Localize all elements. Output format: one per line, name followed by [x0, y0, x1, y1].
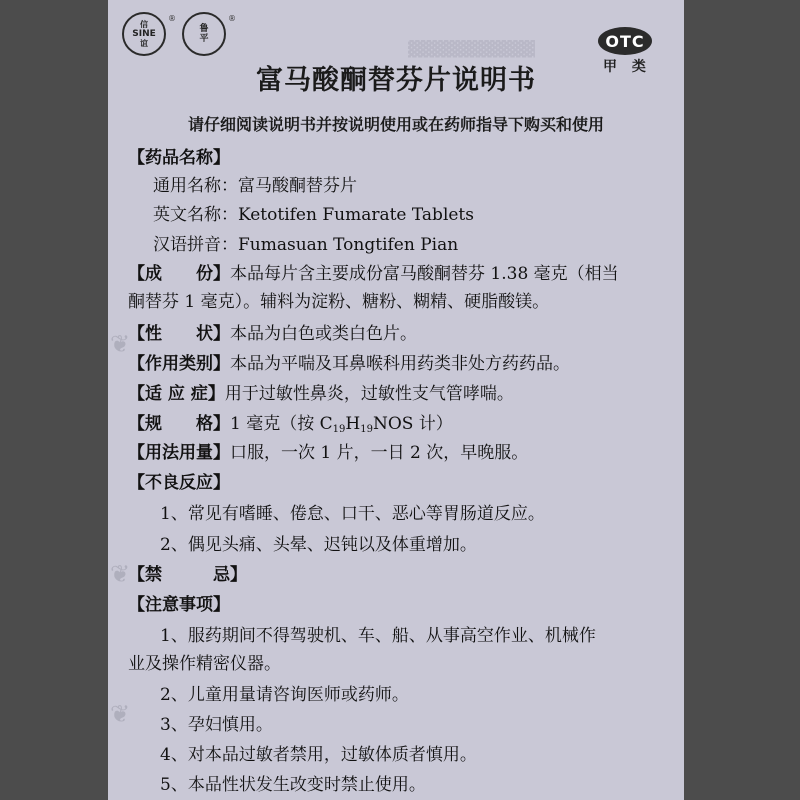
pinyin-line: 汉语拼音：Fumasuan Tongtifen Pian — [153, 235, 459, 255]
generic-name-line: 通用名称：富马酸酮替芬片 — [153, 176, 357, 196]
precaution-item: 1、服药期间不得驾驶机、车、船、从事高空作业、机械作 — [160, 626, 596, 646]
section-heading-adverse — [128, 471, 666, 495]
heading-text: 【性 状】 — [128, 324, 230, 344]
heading-text: 【规 格】 — [128, 414, 230, 434]
dosage-text: 口服，一次 1 片，一日 2 次，早晚服。 — [230, 443, 529, 463]
precaution-item-continued: 业及操作精密仪器。 — [128, 654, 281, 674]
adverse-item: 1、常见有嗜睡、倦怠、口干、恶心等胃肠道反应。 — [160, 504, 545, 524]
appearance-text: 本品为白色或类白色片。 — [230, 324, 417, 344]
section-heading-contraindications — [128, 563, 666, 587]
heading-text: 【不良反应】 — [128, 473, 230, 493]
section-heading-precautions — [128, 593, 666, 617]
logo-text: 平 — [199, 34, 209, 44]
indications-text: 用于过敏性鼻炎，过敏性支气管哮喘。 — [224, 384, 514, 404]
logo-text: 谊 — [140, 39, 148, 48]
spec-subscript: 19 — [332, 424, 346, 435]
heading-text: 【适 应 症】 — [128, 384, 225, 404]
otc-class-label: 甲 类 — [603, 59, 651, 75]
heading-text: 【成 份】 — [128, 264, 230, 284]
specification-line — [128, 412, 666, 442]
sine-logo — [122, 12, 166, 56]
leaf-watermark-icon: ❦ — [110, 330, 131, 358]
logo-text: 信 — [140, 20, 148, 29]
registered-mark: ® — [168, 14, 176, 23]
ingredients-line — [128, 262, 666, 286]
heading-text: 【作用类别】 — [128, 354, 230, 374]
logo-text: SINE — [132, 29, 156, 39]
heading-text: 【药品名称】 — [128, 148, 230, 168]
ingredients-line-2: 酮替芬 1 毫克）。辅料为淀粉、糖粉、糊精、硬脂酸镁。 — [128, 292, 550, 312]
show-through-texture: ▓▓▓▓▓▓▓▓▓▓▓ — [408, 40, 535, 58]
heading-text: 【用法用量】 — [128, 443, 230, 463]
ingredients-text: 本品每片含主要成份富马酸酮替芬 1.38 毫克（相当 — [230, 264, 619, 284]
adverse-item: 2、偶见头痛、头晕、迟钝以及体重增加。 — [160, 535, 477, 555]
section-heading-drug-name — [128, 146, 666, 170]
spec-text: NOS 计） — [372, 414, 453, 434]
document-title: 富马酸酮替芬片说明书 — [256, 65, 536, 96]
english-name-line: 英文名称：Ketotifen Fumarate Tablets — [153, 205, 474, 225]
precaution-item: 5、本品性状发生改变时禁止使用。 — [160, 775, 426, 795]
leaf-watermark-icon: ❦ — [110, 700, 131, 728]
precaution-item: 2、儿童用量请咨询医师或药师。 — [160, 685, 409, 705]
indications-line — [128, 382, 666, 406]
spec-text: H — [345, 414, 361, 434]
appearance-line — [128, 322, 666, 346]
leaflet-page — [108, 0, 684, 800]
leaf-watermark-icon: ❦ — [110, 560, 131, 588]
registered-mark: ® — [228, 14, 236, 23]
dosage-line — [128, 441, 666, 465]
precaution-item: 4、对本品过敏者禁用，过敏体质者慎用。 — [160, 745, 477, 765]
category-line — [128, 352, 666, 376]
spec-subscript: 19 — [360, 424, 373, 435]
precaution-item: 3、孕妇慎用。 — [160, 715, 273, 735]
heading-text: 【禁 忌】 — [128, 565, 247, 585]
otc-badge: OTC — [598, 27, 652, 55]
luping-logo — [182, 12, 226, 56]
heading-text: 【注意事项】 — [128, 595, 230, 615]
usage-notice: 请仔细阅读说明书并按说明使用或在药师指导下购买和使用 — [187, 115, 604, 134]
spec-text: 1 毫克（按 C — [230, 414, 333, 434]
category-text: 本品为平喘及耳鼻喉科用药类非处方药药品。 — [230, 354, 570, 374]
logo-text: 鲁 — [199, 24, 209, 34]
